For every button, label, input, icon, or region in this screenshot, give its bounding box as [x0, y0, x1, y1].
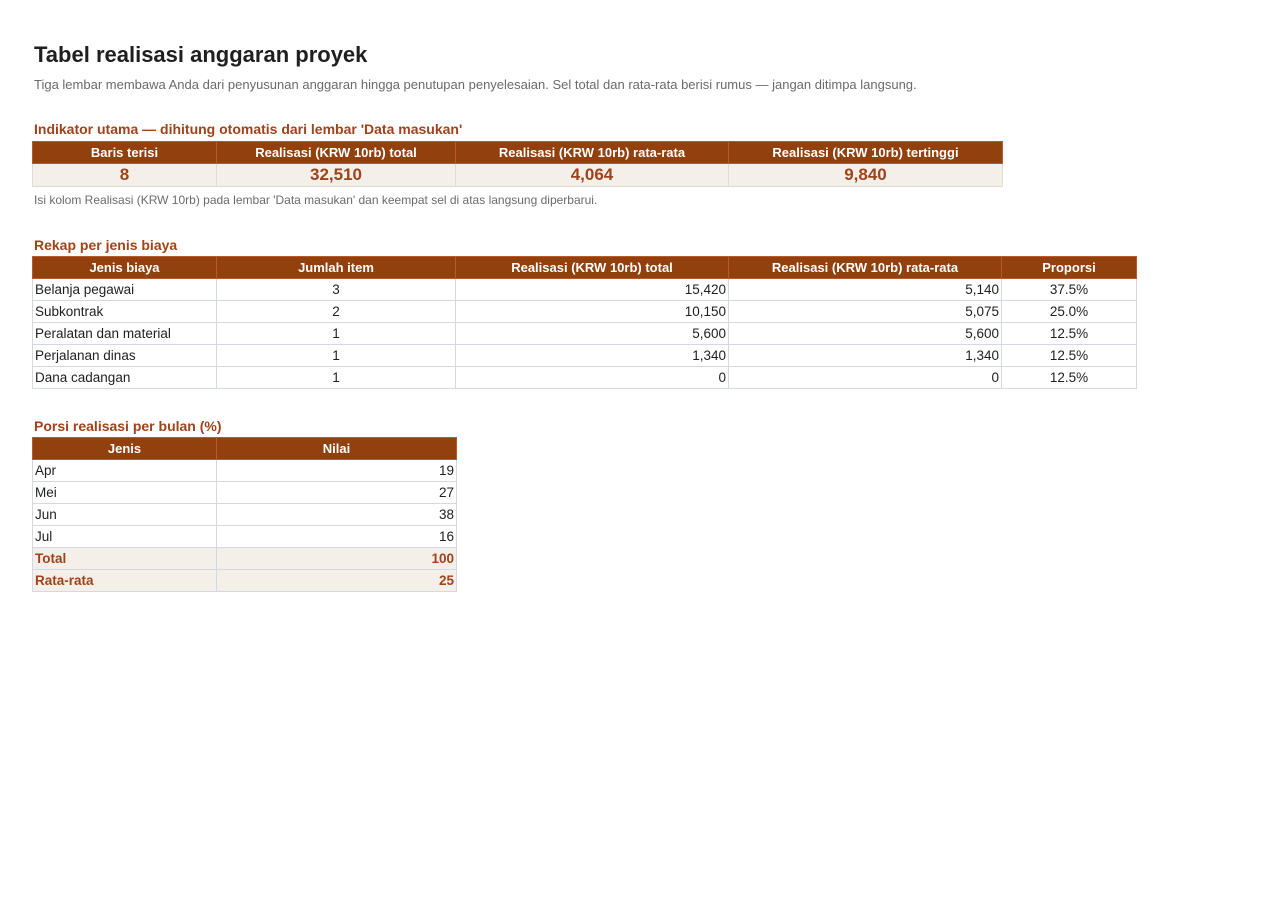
- table-cell[interactable]: 5,075: [729, 301, 1002, 323]
- kpi-value-row: [33, 164, 1003, 187]
- porsi-header-row: [33, 438, 457, 460]
- table-cell[interactable]: 0: [456, 367, 729, 389]
- summary-row-average: [33, 570, 457, 592]
- kpi-value-cell[interactable]: 32,510: [217, 164, 456, 187]
- kpi-value-cell[interactable]: 4,064: [456, 164, 729, 187]
- porsi-section-title: Porsi realisasi per bulan (%): [34, 418, 222, 434]
- table-cell[interactable]: 27: [217, 482, 457, 504]
- rekap-table: [32, 256, 1137, 389]
- rekap-header-cell: Jumlah item: [217, 257, 456, 279]
- table-cell[interactable]: 38: [217, 504, 457, 526]
- table-cell[interactable]: Dana cadangan: [33, 367, 217, 389]
- summary-row-total: [33, 548, 457, 570]
- table-cell[interactable]: Perjalanan dinas: [33, 345, 217, 367]
- table-row: [33, 279, 1137, 301]
- table-cell[interactable]: 5,140: [729, 279, 1002, 301]
- table-cell[interactable]: 5,600: [729, 323, 1002, 345]
- table-cell[interactable]: Jul: [33, 526, 217, 548]
- page-subtitle: Tiga lembar membawa Anda dari penyusunan anggaran hingga penutupan penyelesaian. Sel total dan rata-rata berisi rumus — jangan ditimpa langsung.: [34, 77, 917, 92]
- table-cell[interactable]: 1: [217, 345, 456, 367]
- table-cell[interactable]: 0: [729, 367, 1002, 389]
- table-row: [33, 504, 457, 526]
- page-title: Tabel realisasi anggaran proyek: [34, 42, 368, 67]
- kpi-header-cell: Baris terisi: [33, 142, 217, 164]
- porsi-table: [32, 437, 457, 592]
- kpi-header-row: [33, 142, 1003, 164]
- rekap-header-cell: Realisasi (KRW 10rb) total: [456, 257, 729, 279]
- rekap-header-row: [33, 257, 1137, 279]
- table-cell[interactable]: 100: [217, 548, 457, 570]
- table-cell[interactable]: 1,340: [729, 345, 1002, 367]
- table-cell[interactable]: 2: [217, 301, 456, 323]
- table-cell[interactable]: 5,600: [456, 323, 729, 345]
- kpi-value-cell[interactable]: 9,840: [729, 164, 1003, 187]
- table-cell[interactable]: 12.5%: [1002, 345, 1137, 367]
- kpi-note: Isi kolom Realisasi (KRW 10rb) pada lembar 'Data masukan' dan keempat sel di atas langsung diperbarui.: [34, 193, 598, 207]
- table-row: [33, 482, 457, 504]
- table-cell[interactable]: Total: [33, 548, 217, 570]
- table-cell[interactable]: Jun: [33, 504, 217, 526]
- kpi-header-cell: Realisasi (KRW 10rb) tertinggi: [729, 142, 1003, 164]
- table-row: [33, 345, 1137, 367]
- table-cell[interactable]: Belanja pegawai: [33, 279, 217, 301]
- kpi-value-cell[interactable]: 8: [33, 164, 217, 187]
- kpi-table: [32, 141, 1003, 187]
- table-cell[interactable]: 15,420: [456, 279, 729, 301]
- table-cell[interactable]: Peralatan dan material: [33, 323, 217, 345]
- kpi-section-title: Indikator utama — dihitung otomatis dari lembar 'Data masukan': [34, 121, 463, 137]
- kpi-header-cell: Realisasi (KRW 10rb) rata-rata: [456, 142, 729, 164]
- rekap-header-cell: Proporsi: [1002, 257, 1137, 279]
- porsi-header-cell: Jenis: [33, 438, 217, 460]
- table-cell[interactable]: Apr: [33, 460, 217, 482]
- table-row: [33, 367, 1137, 389]
- table-cell[interactable]: 25: [217, 570, 457, 592]
- table-cell[interactable]: 37.5%: [1002, 279, 1137, 301]
- porsi-header-cell: Nilai: [217, 438, 457, 460]
- rekap-section-title: Rekap per jenis biaya: [34, 237, 178, 253]
- kpi-header-cell: Realisasi (KRW 10rb) total: [217, 142, 456, 164]
- table-row: [33, 301, 1137, 323]
- table-row: [33, 526, 457, 548]
- table-cell[interactable]: Subkontrak: [33, 301, 217, 323]
- table-cell[interactable]: 19: [217, 460, 457, 482]
- rekap-header-cell: Realisasi (KRW 10rb) rata-rata: [729, 257, 1002, 279]
- table-cell[interactable]: Rata-rata: [33, 570, 217, 592]
- table-cell[interactable]: 1: [217, 367, 456, 389]
- table-cell[interactable]: 25.0%: [1002, 301, 1137, 323]
- table-cell[interactable]: Mei: [33, 482, 217, 504]
- table-cell[interactable]: 1,340: [456, 345, 729, 367]
- table-row: [33, 460, 457, 482]
- table-cell[interactable]: 12.5%: [1002, 367, 1137, 389]
- table-cell[interactable]: 3: [217, 279, 456, 301]
- table-row: [33, 323, 1137, 345]
- table-cell[interactable]: 1: [217, 323, 456, 345]
- table-cell[interactable]: 10,150: [456, 301, 729, 323]
- table-cell[interactable]: 12.5%: [1002, 323, 1137, 345]
- table-cell[interactable]: 16: [217, 526, 457, 548]
- rekap-header-cell: Jenis biaya: [33, 257, 217, 279]
